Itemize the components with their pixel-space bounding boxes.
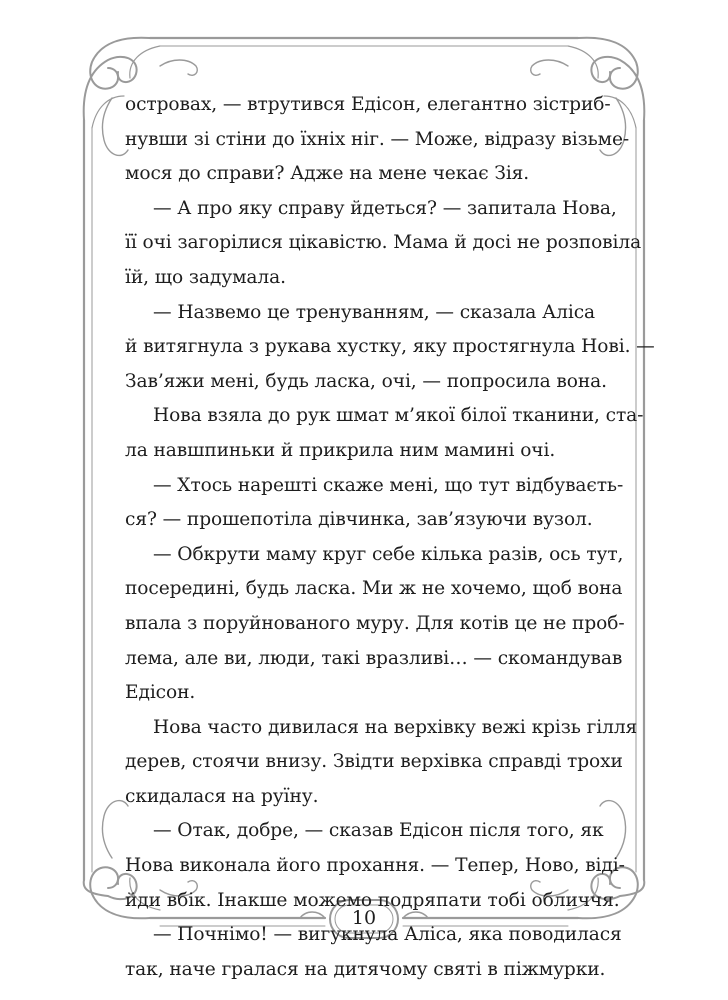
text-line: дерев, стоячи внизу. Звідти верхівка справді трохи [125, 751, 623, 773]
text-line: впала з поруйнованого муру. Для котів це не проб- [125, 612, 625, 634]
text-line: — Отак, добре, — сказав Едісон після того, як [153, 820, 604, 842]
text-line: скидалася на руїну. [125, 785, 319, 807]
text-line: ся? — прошепотіла дівчинка, зав’язуючи вузол. [125, 509, 593, 531]
text-line: — А про яку справу йдеться? — запитала Нова, [153, 197, 617, 219]
page-number: 10 [351, 907, 377, 929]
text-line: островах, — втрутився Едісон, елегантно зістриб- [125, 94, 611, 115]
text-line: Нова взяла до рук шмат м’якої білої тканини, ста- [153, 405, 644, 427]
text-line: Нова виконала його прохання. — Тепер, Ново, віді- [125, 855, 625, 877]
text-line: нувши зі стіни до їхніх ніг. — Може, відразу візьме- [125, 128, 630, 150]
text-line: — Хтось нарешті скаже мені, що тут відбуваєть- [153, 474, 624, 496]
text-line: мося до справи? Адже на мене чекає Зія. [125, 163, 530, 185]
text-line: їй, що задумала. [125, 266, 286, 288]
text-line: й витягнула з рукава хустку, яку простягнула Нові. — [125, 336, 655, 358]
text-line: посередині, будь ласка. Ми ж не хочемо, щоб вона [125, 578, 623, 600]
text-line: так, наче гралася на дитячому святі в піжмурки. [125, 958, 606, 980]
text-line: лема, але ви, люди, такі вразливі… — скомандував [125, 647, 623, 669]
text-line: — Обкрути маму круг себе кілька разів, ось тут, [153, 543, 624, 565]
text-line: — Почнімо! — вигукнула Аліса, яка поводилася [153, 924, 622, 946]
body-text [125, 88, 655, 987]
text-line: — Назвемо це тренуванням, — сказала Аліса [153, 301, 595, 323]
text-line: Едісон. [125, 682, 196, 704]
text-line: Зав’яжи мені, будь ласка, очі, — попросила вона. [125, 370, 607, 392]
text-line: йди вбік. Інакше можемо подряпати тобі обличчя. [125, 889, 620, 911]
text-line: Нова часто дивилася на верхівку вежі крізь гілля [153, 716, 638, 738]
text-line: ла навшпиньки й прикрила ним мамині очі. [125, 439, 556, 461]
text-line: її очі загорілися цікавістю. Мама й досі не розповіла [125, 232, 642, 254]
